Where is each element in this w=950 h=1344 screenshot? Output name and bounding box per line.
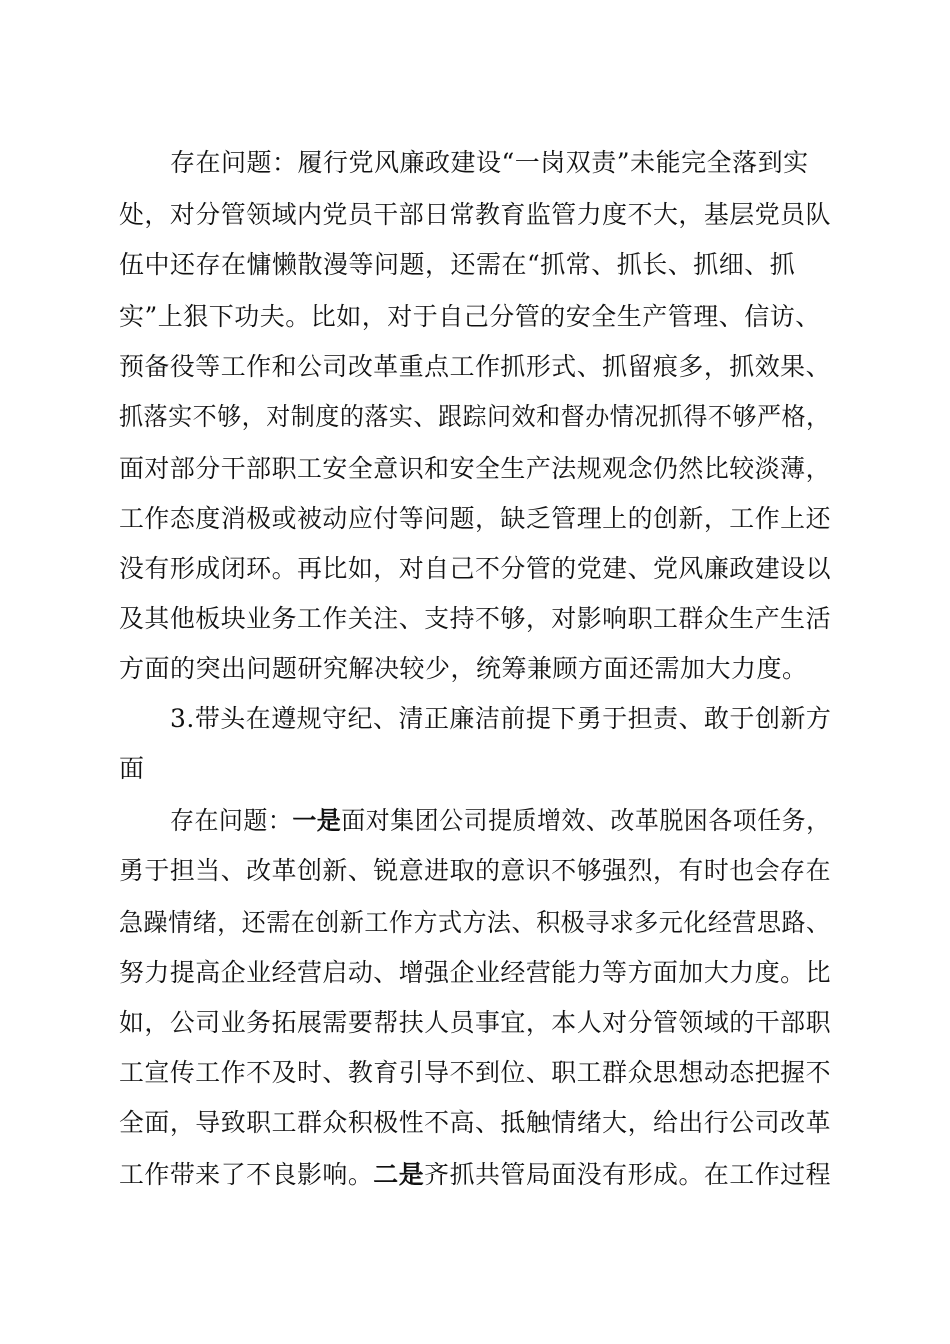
text-run: 全面，导致职工群众积极性不高、抵触情绪大，给出行公司改革 <box>119 1108 832 1137</box>
paragraph-line <box>119 958 831 988</box>
text-run: 工作带来了不良影响。 <box>119 1160 374 1189</box>
paragraph-line <box>170 806 831 836</box>
text-run: 方面的突出问题研究解决较少，统筹兼顾方面还需加大力度。 <box>119 654 808 683</box>
paragraph-line <box>119 402 831 432</box>
text-run: 存在问题： <box>170 806 293 835</box>
text-run: 实”上狠下功夫。比如，对于自己分管的安全生产管理、信访、 <box>119 302 821 331</box>
text-run: 及其他板块业务工作关注、支持不够，对影响职工群众生产生活 <box>119 604 832 633</box>
text-run: 面对集团公司提质增效、改革脱困各项任务， <box>341 806 831 835</box>
text-run: 面对部分干部职工安全意识和安全生产法规观念仍然比较淡薄， <box>119 454 832 483</box>
text-run: 急躁情绪，还需在创新工作方式方法、积极寻求多元化经营思路、 <box>119 908 831 937</box>
paragraph-line <box>119 554 831 584</box>
text-run: 面 <box>119 754 145 783</box>
text-run: 3.带头在遵规守纪、清正廉洁前提下勇于担责、敢于创新方 <box>170 704 832 733</box>
text-run: 预备役等工作和公司改革重点工作抓形式、抓留痕多，抓效果、 <box>119 352 832 381</box>
paragraph-line <box>119 302 821 332</box>
section-heading <box>170 704 831 734</box>
paragraph-line <box>119 654 808 684</box>
paragraph-line <box>119 1160 831 1190</box>
text-run: 存在问题：履行党风廉政建设“一岗双责”未能完全落到实 <box>170 148 809 177</box>
paragraph-line <box>119 1108 831 1138</box>
paragraph-line <box>119 352 831 382</box>
paragraph-line <box>119 908 831 938</box>
paragraph-line <box>119 604 831 634</box>
paragraph-line <box>119 1058 831 1088</box>
text-run: 没有形成闭环。再比如，对自己不分管的党建、党风廉政建设以 <box>119 554 832 583</box>
text-run: 勇于担当、改革创新、锐意进取的意识不够强烈，有时也会存在 <box>119 856 832 885</box>
section-heading-continuation <box>119 754 145 784</box>
text-run: 齐抓共管局面没有形成。在工作过程 <box>424 1160 832 1189</box>
bold-text-run: 一是 <box>292 806 342 835</box>
paragraph-line <box>170 148 809 178</box>
text-run: 工作态度消极或被动应付等问题，缺乏管理上的创新，工作上还 <box>119 504 832 533</box>
paragraph-line <box>119 504 831 534</box>
text-run: 如，公司业务拓展需要帮扶人员事宜，本人对分管领域的干部职 <box>119 1008 832 1037</box>
text-run: 工宣传工作不及时、教育引导不到位、职工群众思想动态把握不 <box>119 1058 832 1087</box>
paragraph-line <box>119 200 831 230</box>
text-run: 抓落实不够，对制度的落实、跟踪问效和督办情况抓得不够严格， <box>119 402 831 431</box>
text-run: 努力提高企业经营启动、增强企业经营能力等方面加大力度。比 <box>119 958 832 987</box>
paragraph-line <box>119 250 795 280</box>
paragraph-line <box>119 856 831 886</box>
text-run: 处，对分管领域内党员干部日常教育监管力度不大，基层党员队 <box>119 200 832 229</box>
text-run: 伍中还存在慵懒散漫等问题，还需在“抓常、抓长、抓细、抓 <box>119 250 796 279</box>
bold-text-run: 二是 <box>373 1160 425 1189</box>
paragraph-line <box>119 454 831 484</box>
paragraph-line <box>119 1008 831 1038</box>
